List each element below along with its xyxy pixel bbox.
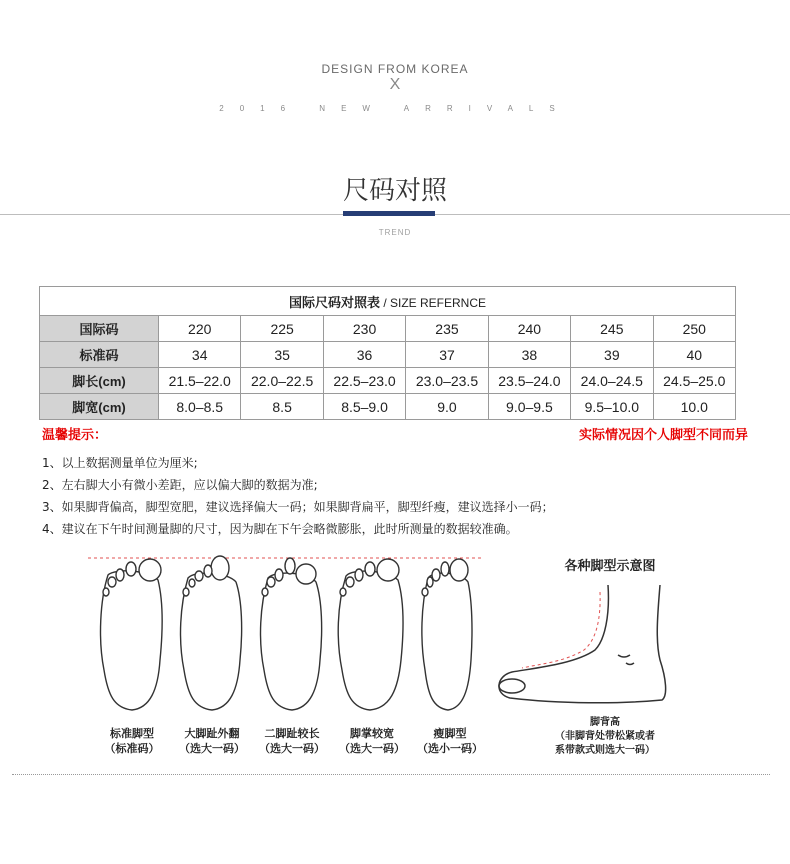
table-cell: 225 [241,316,323,342]
table-cell: 24.0–24.5 [571,368,653,394]
foot-type-advice: （选小一码） [417,742,483,755]
table-cell: 40 [653,342,735,368]
foot-long-second-toe-icon [261,558,322,710]
table-cell: 9.5–10.0 [571,394,653,420]
table-cell: 39 [571,342,653,368]
table-caption [40,287,736,316]
row-header: 脚长(cm) [40,368,159,394]
table-cell: 23.5–24.0 [488,368,570,394]
page-title: 尺码对照 [342,176,447,206]
tip-line: 1、以上数据测量单位为厘米; [42,456,198,470]
table-cell: 250 [653,316,735,342]
table-row [40,342,736,368]
tips-list [42,452,554,540]
size-chart-table [39,286,736,420]
high-instep-name: 脚背高 [590,717,620,728]
high-instep-note: （非脚背处带松紧或者 [555,731,655,742]
table-cell: 21.5–22.0 [159,368,241,394]
table-cell: 22.0–22.5 [241,368,323,394]
tip-line: 3、如果脚背偏高，脚型宽肥，建议选择偏大一码；如果脚背扁平，脚型纤瘦，建议选择小一码； [42,500,554,514]
tip-line: 4、建议在下午时间测量脚的尺寸，因为脚在下午会略微膨胀，此时所测量的数据较准确。 [42,522,518,536]
high-instep-note: 系带款式则选大一码） [555,745,655,756]
table-cell: 24.5–25.0 [653,368,735,394]
foot-standard-icon [101,559,163,710]
row-header: 国际码 [40,316,159,342]
foot-label-long-toe [252,726,332,756]
tips-title: 温馨提示： [42,428,108,443]
table-cell: 240 [488,316,570,342]
table-cell: 230 [323,316,405,342]
table-cell: 235 [406,316,488,342]
title-accent-bar [343,211,435,216]
table-cell: 8.5–9.0 [323,394,405,420]
foot-type-advice: （选大一码） [179,742,245,755]
tips-disclaimer: 实际情况因个人脚型不同而异 [578,428,748,443]
foot-wide-icon [338,559,403,710]
table-cell: 245 [571,316,653,342]
table-row [40,394,736,420]
table-row [40,368,736,394]
table-cell: 38 [488,342,570,368]
foot-type-name: 大脚趾外翻 [184,727,240,740]
table-cell: 22.5–23.0 [323,368,405,394]
table-cell: 9.0 [406,394,488,420]
table-cell: 220 [159,316,241,342]
foot-label-standard [92,726,172,756]
foot-label-wide [332,726,412,756]
subtitle-trend: TREND [378,228,412,237]
foot-type-advice: （标准码） [104,742,160,755]
table-cell: 9.0–9.5 [488,394,570,420]
foot-type-name: 标准脚型 [110,727,154,740]
row-header: 脚宽(cm) [40,394,159,420]
foot-type-name: 二脚趾较长 [264,727,320,740]
table-row [40,316,736,342]
table-cell: 37 [406,342,488,368]
table-cell: 35 [241,342,323,368]
table-cell: 8.0–8.5 [159,394,241,420]
table-cell: 34 [159,342,241,368]
table-cell: 36 [323,342,405,368]
foot-type-name: 瘦脚型 [433,727,467,740]
table-cell: 23.0–23.5 [406,368,488,394]
table-caption-row [40,287,736,316]
high-instep-label [520,716,690,758]
foot-type-advice: （选大一码） [339,742,405,755]
foot-types-title: 各种脚型示意图 [564,559,656,574]
foot-label-slim [410,726,490,756]
foot-side-view-icon [499,585,666,703]
foot-slim-icon [422,559,472,710]
table-cell: 8.5 [241,394,323,420]
brand-mark: X [389,76,401,93]
foot-type-name: 脚掌较宽 [350,727,394,740]
tagline: 2016 NEW ARRIVALS [219,104,571,113]
brand-text: DESIGN FROM KOREA [321,62,469,76]
table-cell: 10.0 [653,394,735,420]
table-caption-cn: 国际尺码对照表 [288,294,380,310]
table-caption-en: / SIZE REFERNCE [380,295,487,310]
tip-line: 2、左右脚大小有微小差距，应以偏大脚的数据为准; [42,478,318,492]
row-header: 标准码 [40,342,159,368]
foot-bunion-icon [181,556,242,710]
bottom-divider [12,774,770,775]
instep-height-line [522,592,600,668]
foot-type-advice: （选大一码） [259,742,325,755]
foot-label-bunion [172,726,252,756]
